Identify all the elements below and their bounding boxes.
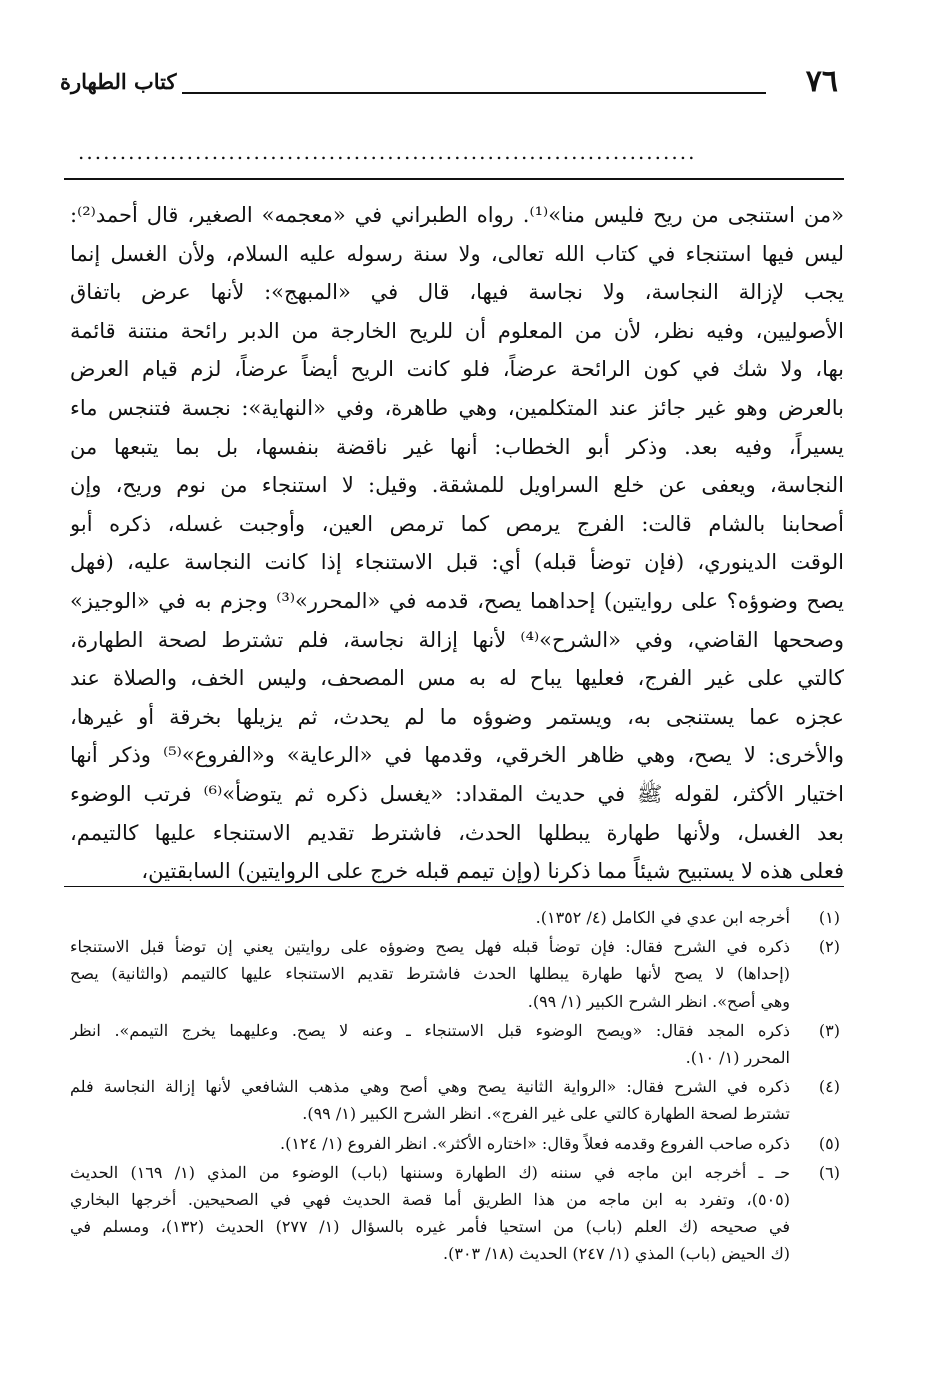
footnote-number: (٤) (818, 1077, 840, 1097)
footnote (70, 1130, 840, 1157)
text-line: ليس فيها استنجاء في كتاب الله تعالى، ولا سنة رسوله عليه السلام، ولأن الغسل إنما (70, 241, 844, 266)
text-line: والأخرى: لا يصح، وهي ظاهر الخرقي، وقدمها في «الرعاية» و«الفروع»⁽⁵⁾ وذكر أنها (70, 743, 844, 768)
footnote-number: (٢) (818, 937, 840, 957)
footnote-separator-rule (64, 886, 844, 887)
book-title: كتاب الطهارة (60, 69, 177, 94)
text-line: يسيراً، وفيه بعد. وذكر أبو الخطاب: أنها غير ناقضة بنفسها، بل بما يتبعها من (70, 434, 844, 459)
footnote (70, 1073, 840, 1127)
footnote (70, 933, 840, 1015)
footnote (70, 904, 840, 931)
footnote-number: (٣) (818, 1020, 840, 1040)
text-line: بعد الغسل، ولأنها طهارة يبطلها الحدث، فاشترط تقديم الاستنجاء عليها كالتيمم، (70, 820, 844, 845)
footnote-line: ذكره في الشرح فقال: «الرواية الثانية يصح وهي أصح وهي مذهب الشافعي لأنها إزالة النجاسة فلم (70, 1077, 790, 1097)
footnote-number: (١) (818, 908, 840, 927)
text-line: يجب لإزالة النجاسة، ولا نجاسة فيها، قال في «المبهج»: لأنها عرض باتفاق (70, 280, 844, 305)
text-line: فعلى هذه لا يستبيح شيئاً مما ذكرنا (وإن تيمم قبله خرج على الروايتين) السابقتين، (141, 859, 844, 884)
page-header (60, 62, 838, 102)
text-line: بالعرض وهو غير جائز عند المتكلمين، وهي طاهرة، وفي «النهاية»: نجسة فتنجس ماء (70, 395, 844, 420)
footnote-line: حـ ـ أخرجه ابن ماجه في سننه (ك الطهارة وسننها (باب) الوضوء من المذي (١/ ١٦٩) الحديث (70, 1162, 790, 1182)
page-number: ٧٦ (805, 64, 838, 99)
main-text (70, 196, 844, 891)
footnote-line: ذكره المجد فقال: «ويصح الوضوء قبل الاستنجاء ـ وعنه لا يصح. وعليهما يخرج التيمم». انظر (70, 1020, 790, 1040)
text-line: الوقت الدينوري، (فإن توضأ قبله) أي: قبل الاستنجاء إذا كانت النجاسة عليه، (فهل (70, 550, 844, 575)
matn-separator-rule (64, 178, 844, 180)
footnote-line: تشترط لصحة الطهارة كالتي على غير الفرج». انظر الشرح الكبير (١/ ٩٩). (302, 1104, 790, 1124)
footnote-line: وهي أصح». انظر الشرح الكبير (١/ ٩٩). (527, 991, 790, 1011)
footnote-line: ذكره في الشرح فقال: فإن توضأ قبله فهل يصح وضوؤه على روايتين يعني إن توضأ قبل الاستنجاء (70, 937, 790, 957)
footnote (70, 1159, 840, 1268)
text-line: بها، ولا شك في كون الرائحة عرضاً، فلو كانت الريح أيضاً عرضاً، لزم قيام العرض (70, 357, 844, 382)
header-rule (182, 92, 766, 94)
text-line: النجاسة، ويعفى عن خلع السراويل للمشقة. وقيل: لا استنجاء من نوم وريح، وإن (70, 473, 844, 498)
footnote-line: (ك الحيض (باب) المذي (١/ ٢٤٧) الحديث (١٨/ ٣٠٣). (443, 1244, 790, 1264)
footnote-line: (إحداها) لا يصح لأنها طهارة يبطلها الحدث فاشترط تقديم الاستنجاء عليها كالتيمم (والثانية) يصح (70, 964, 790, 984)
footnote-line: (٥٠٥)، وتفرد به ابن ماجه من هذا الطريق أما قصة الحديث فهي في الصحيحين. أخرجها البخاري (70, 1189, 790, 1209)
text-line: اختيار الأكثر، لقوله ﷺ في حديث المقداد: «يغسل ذكره ثم يتوضأ»⁽⁶⁾ فرتب الوضوء (70, 781, 844, 806)
text-line: «من استنجى من ريح فليس منا»⁽¹⁾. رواه الطبراني في «معجمه» الصغير، قال أحمد⁽²⁾: (70, 203, 844, 227)
text-line: عجزه عما يستنجى به، ويستمر وضوؤه ما لم يحدث، ثم يزيلها بخرقة أو غيرها، (70, 704, 844, 729)
footnote-line: أخرجه ابن عدي في الكامل (٤/ ١٣٥٢). (535, 908, 790, 927)
footnotes (70, 904, 840, 1269)
footnote-number: (٦) (818, 1162, 840, 1182)
footnote-line: ذكره صاحب الفروع وقدمه فعلاً وقال: «اختاره الأكثر». انظر الفروع (١/ ١٢٤). (280, 1133, 790, 1153)
matn-placeholder-dots: .......................................................................... (78, 140, 697, 162)
text-line: الأصوليين، وفيه نظر، لأن من المعلوم أن للريح الخارجة من الدبر رائحة منتنة قائمة (70, 318, 844, 343)
footnote-line: المحرر (١/ ١٠). (685, 1047, 790, 1067)
text-line: كالتي على غير الفرج، فعليها يباح له به مس المصحف، وليس الخف، والصلاة عند (70, 666, 844, 691)
text-line: أصحابنا بالشام قالت: الفرج يرمص كما ترمص العين، وأوجبت غسله، ذكره أبو (70, 511, 844, 536)
footnote (70, 1017, 840, 1071)
footnote-line: في صحيحه (ك العلم (باب) من استحيا فأمر غيره بالسؤال (١/ ٢٧٧) الحديث (١٣٢)، ومسلم في (70, 1217, 790, 1237)
text-line: وصححها القاضي، وفي «الشرح»⁽⁴⁾ لأنها إزالة نجاسة، فلم تشترط لصحة الطهارة، (70, 627, 844, 652)
footnote-number: (٥) (818, 1133, 840, 1153)
text-line: يصح وضوؤه؟ على روايتين) إحداهما يصح، قدمه في «المحرر»⁽³⁾ وجزم به في «الوجيز» (70, 588, 844, 613)
